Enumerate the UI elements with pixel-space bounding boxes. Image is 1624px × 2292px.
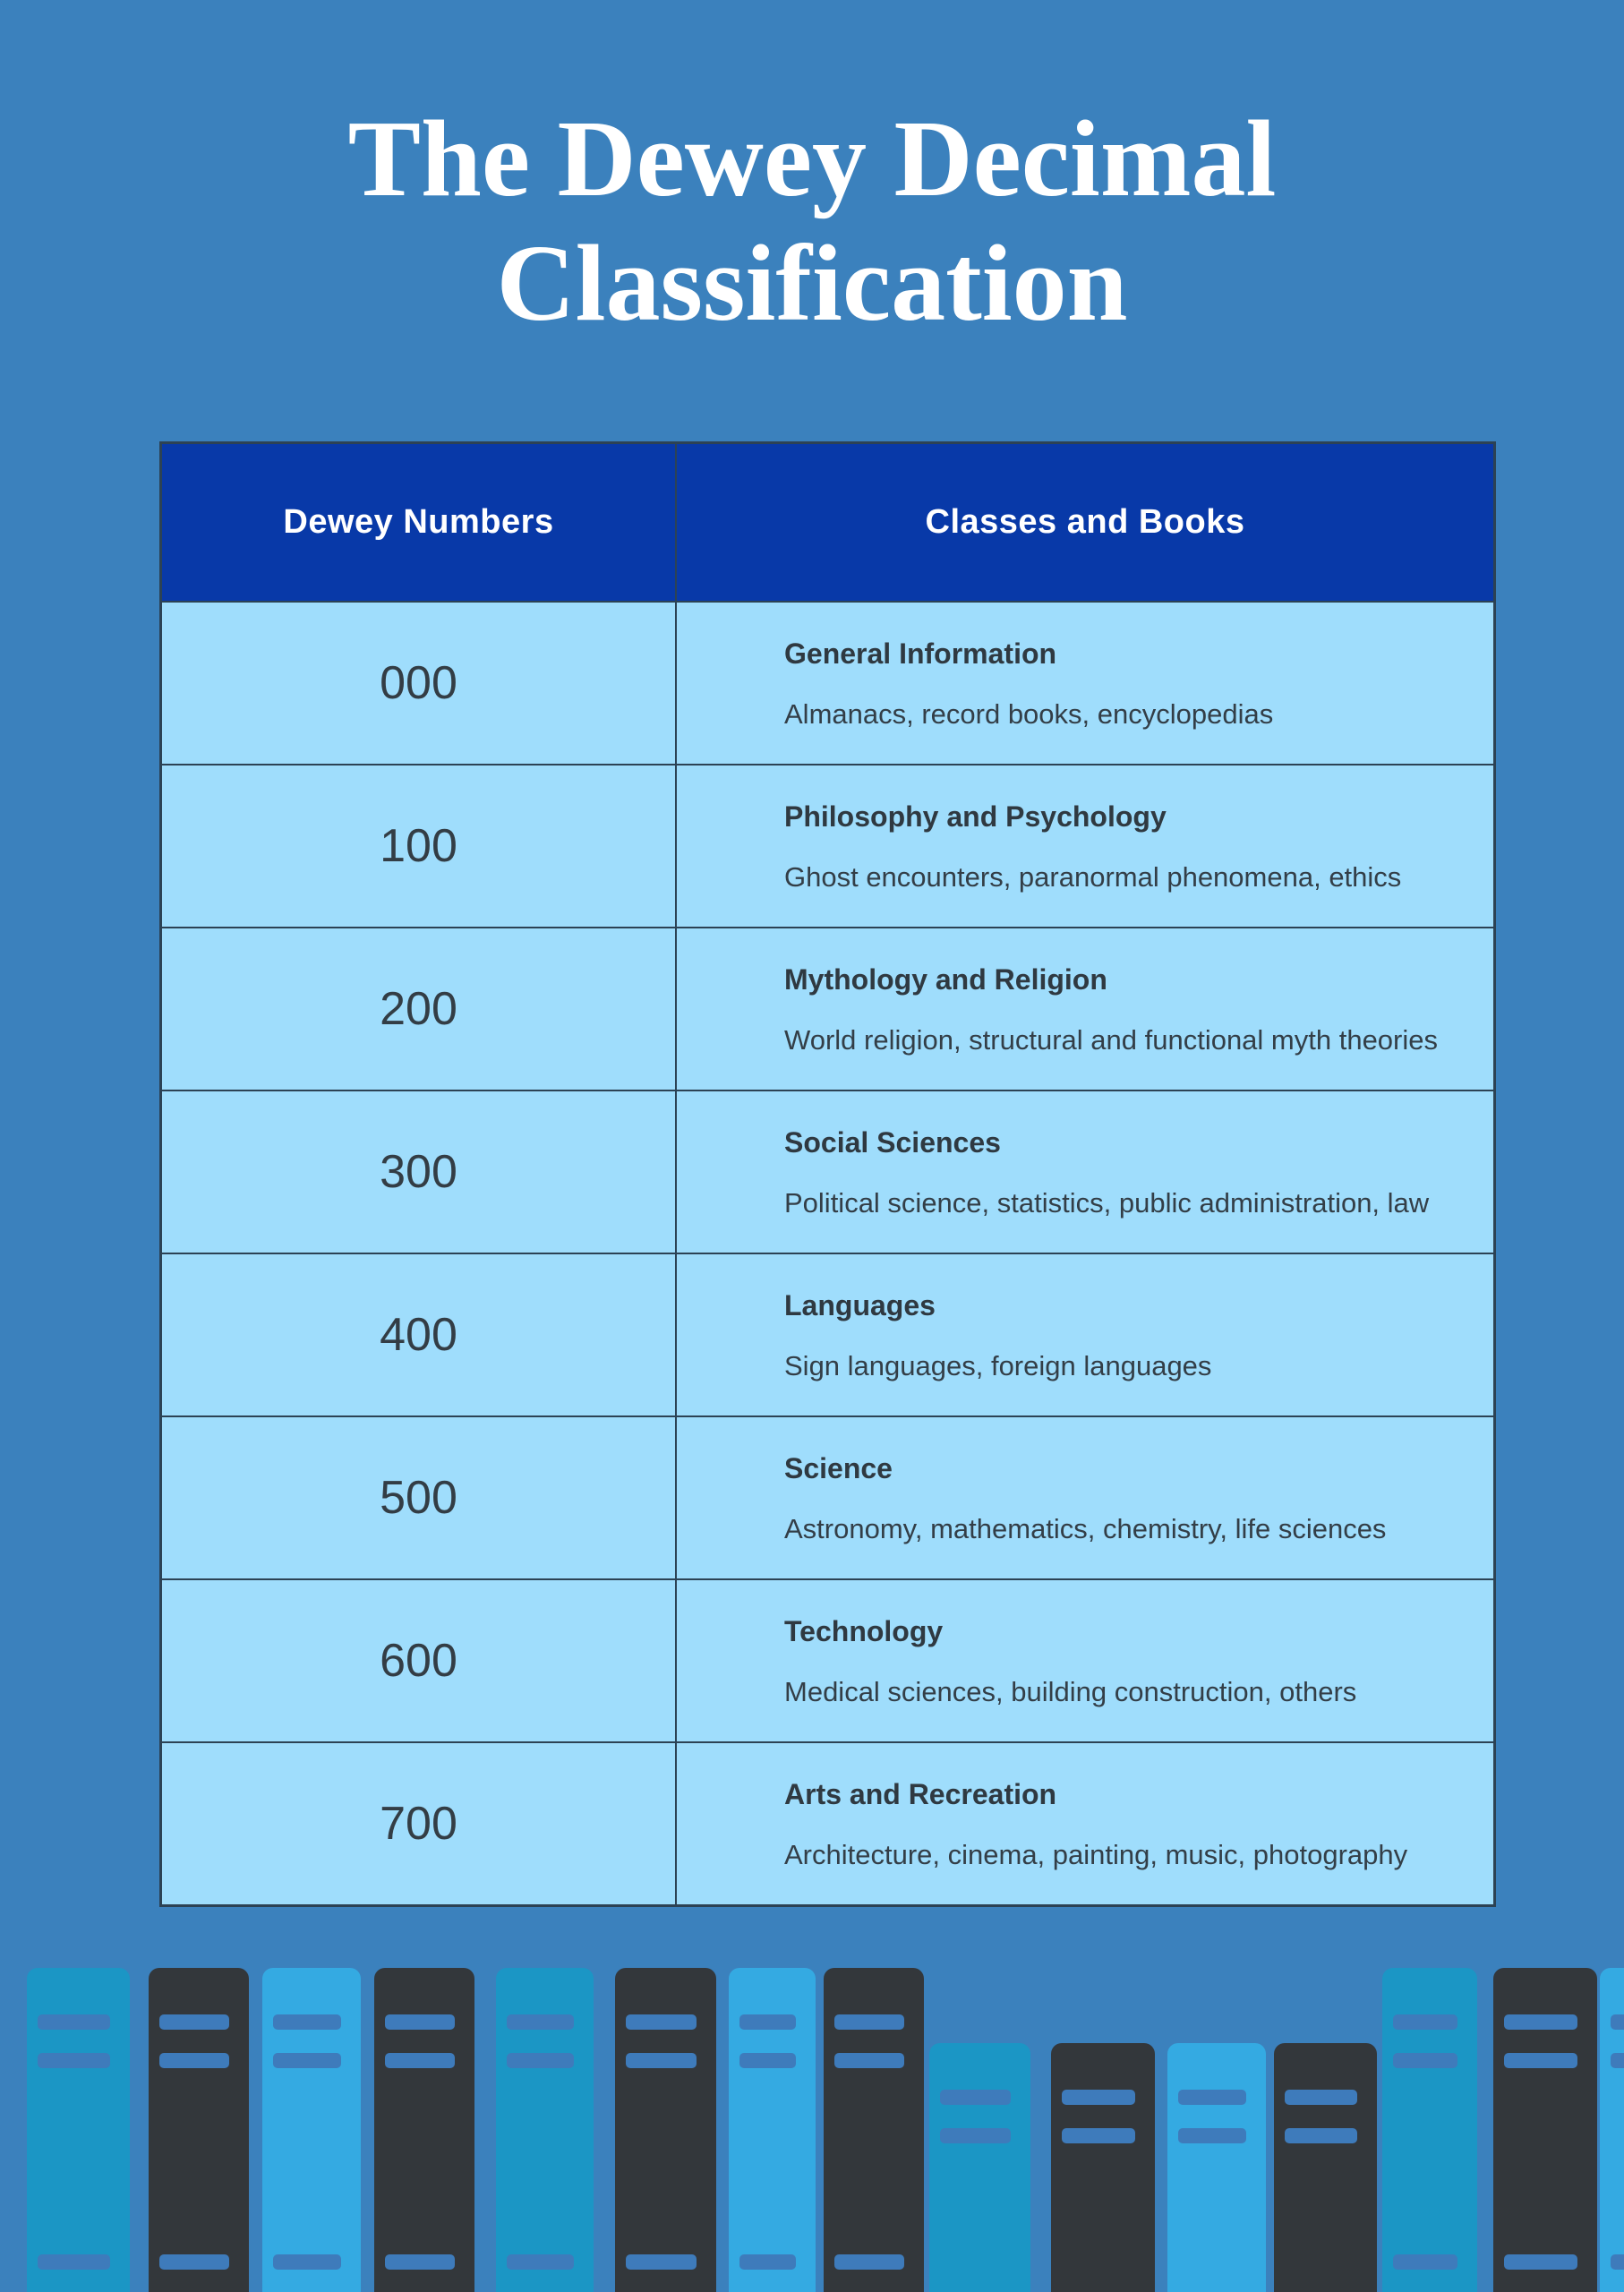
column-header-dewey-numbers: Dewey Numbers: [283, 503, 554, 541]
book-stripe: [940, 2090, 1011, 2105]
class-title: Philosophy and Psychology: [784, 800, 1167, 833]
book-stripe: [273, 2014, 341, 2030]
book-spine: [1382, 1968, 1477, 2292]
book-stripe: [507, 2014, 574, 2030]
book-stripe: [1062, 2090, 1135, 2105]
class-description: Almanacs, record books, encyclopedias: [784, 697, 1274, 730]
book-spine: [1167, 2043, 1266, 2292]
dewey-number: 000: [380, 657, 457, 709]
book-stripe: [1611, 2014, 1624, 2030]
book-stripe: [1393, 2254, 1457, 2270]
dewey-number: 500: [380, 1472, 457, 1524]
book-stripe: [1178, 2128, 1246, 2143]
book-spine: [27, 1968, 130, 2292]
book-stripe: [1285, 2128, 1357, 2143]
book-stripe: [1393, 2053, 1457, 2068]
class-title: Languages: [784, 1288, 936, 1321]
book-stripe: [834, 2014, 904, 2030]
book-spine: [729, 1968, 816, 2292]
book-stripe: [626, 2254, 697, 2270]
book-stripe: [273, 2053, 341, 2068]
dewey-number: 600: [380, 1635, 457, 1687]
book-stripe: [739, 2053, 796, 2068]
book-spine: [615, 1968, 716, 2292]
class-description: Ghost encounters, paranormal phenomena, ethics: [784, 860, 1402, 893]
book-stripe: [385, 2053, 455, 2068]
book-stripe: [1062, 2128, 1135, 2143]
class-title: Arts and Recreation: [784, 1777, 1057, 1810]
class-title: Science: [784, 1451, 893, 1484]
dewey-number: 200: [380, 983, 457, 1035]
book-spine: [1493, 1968, 1597, 2292]
dewey-number: 300: [380, 1146, 457, 1198]
class-title: Mythology and Religion: [784, 962, 1107, 996]
class-description: Medical sciences, building construction, others: [784, 1675, 1357, 1707]
book-stripe: [273, 2254, 341, 2270]
class-description: World religion, structural and functional myth theories: [784, 1023, 1438, 1056]
book-stripe: [940, 2128, 1011, 2143]
book-stripe: [38, 2053, 110, 2068]
page-title-line1: The Dewey Decimal: [347, 98, 1277, 219]
dewey-number: 400: [380, 1309, 457, 1361]
column-header-classes-and-books: Classes and Books: [675, 444, 1493, 601]
class-title: General Information: [784, 637, 1057, 670]
book-stripe: [1611, 2254, 1624, 2270]
book-spine: [262, 1968, 361, 2292]
book-stripe: [159, 2014, 229, 2030]
class-description: Architecture, cinema, painting, music, photography: [784, 1838, 1408, 1870]
book-stripe: [626, 2053, 697, 2068]
class-title: Social Sciences: [784, 1125, 1001, 1159]
book-stripe: [739, 2254, 796, 2270]
book-stripe: [834, 2053, 904, 2068]
class-description: Astronomy, mathematics, chemistry, life sciences: [784, 1512, 1387, 1544]
dewey-number: 700: [380, 1798, 457, 1850]
book-stripe: [1504, 2014, 1577, 2030]
book-stripe: [1178, 2090, 1246, 2105]
book-spine: [1600, 1968, 1624, 2292]
dewey-number: 100: [380, 820, 457, 872]
book-spine: [374, 1968, 474, 2292]
page-title-line2: Classification: [496, 223, 1128, 345]
book-stripe: [159, 2254, 229, 2270]
book-stripe: [626, 2014, 697, 2030]
book-stripe: [385, 2254, 455, 2270]
book-spine: [496, 1968, 594, 2292]
book-stripe: [1285, 2090, 1357, 2105]
book-stripe: [1393, 2014, 1457, 2030]
book-spine: [149, 1968, 249, 2292]
book-spine: [1274, 2043, 1377, 2292]
class-description: Sign languages, foreign languages: [784, 1349, 1212, 1381]
book-spine: [929, 2043, 1030, 2292]
book-stripe: [507, 2254, 574, 2270]
book-stripe: [834, 2254, 904, 2270]
book-stripe: [38, 2014, 110, 2030]
class-description: Political science, statistics, public administration, law: [784, 1186, 1430, 1219]
book-spine: [824, 1968, 924, 2292]
book-stripe: [1504, 2254, 1577, 2270]
book-stripe: [38, 2254, 110, 2270]
book-stripe: [507, 2053, 574, 2068]
book-stripe: [1611, 2053, 1624, 2068]
book-stripe: [1504, 2053, 1577, 2068]
book-stripe: [739, 2014, 796, 2030]
class-title: Technology: [784, 1614, 944, 1647]
book-stripe: [385, 2014, 455, 2030]
book-spine: [1051, 2043, 1155, 2292]
book-stripe: [159, 2053, 229, 2068]
